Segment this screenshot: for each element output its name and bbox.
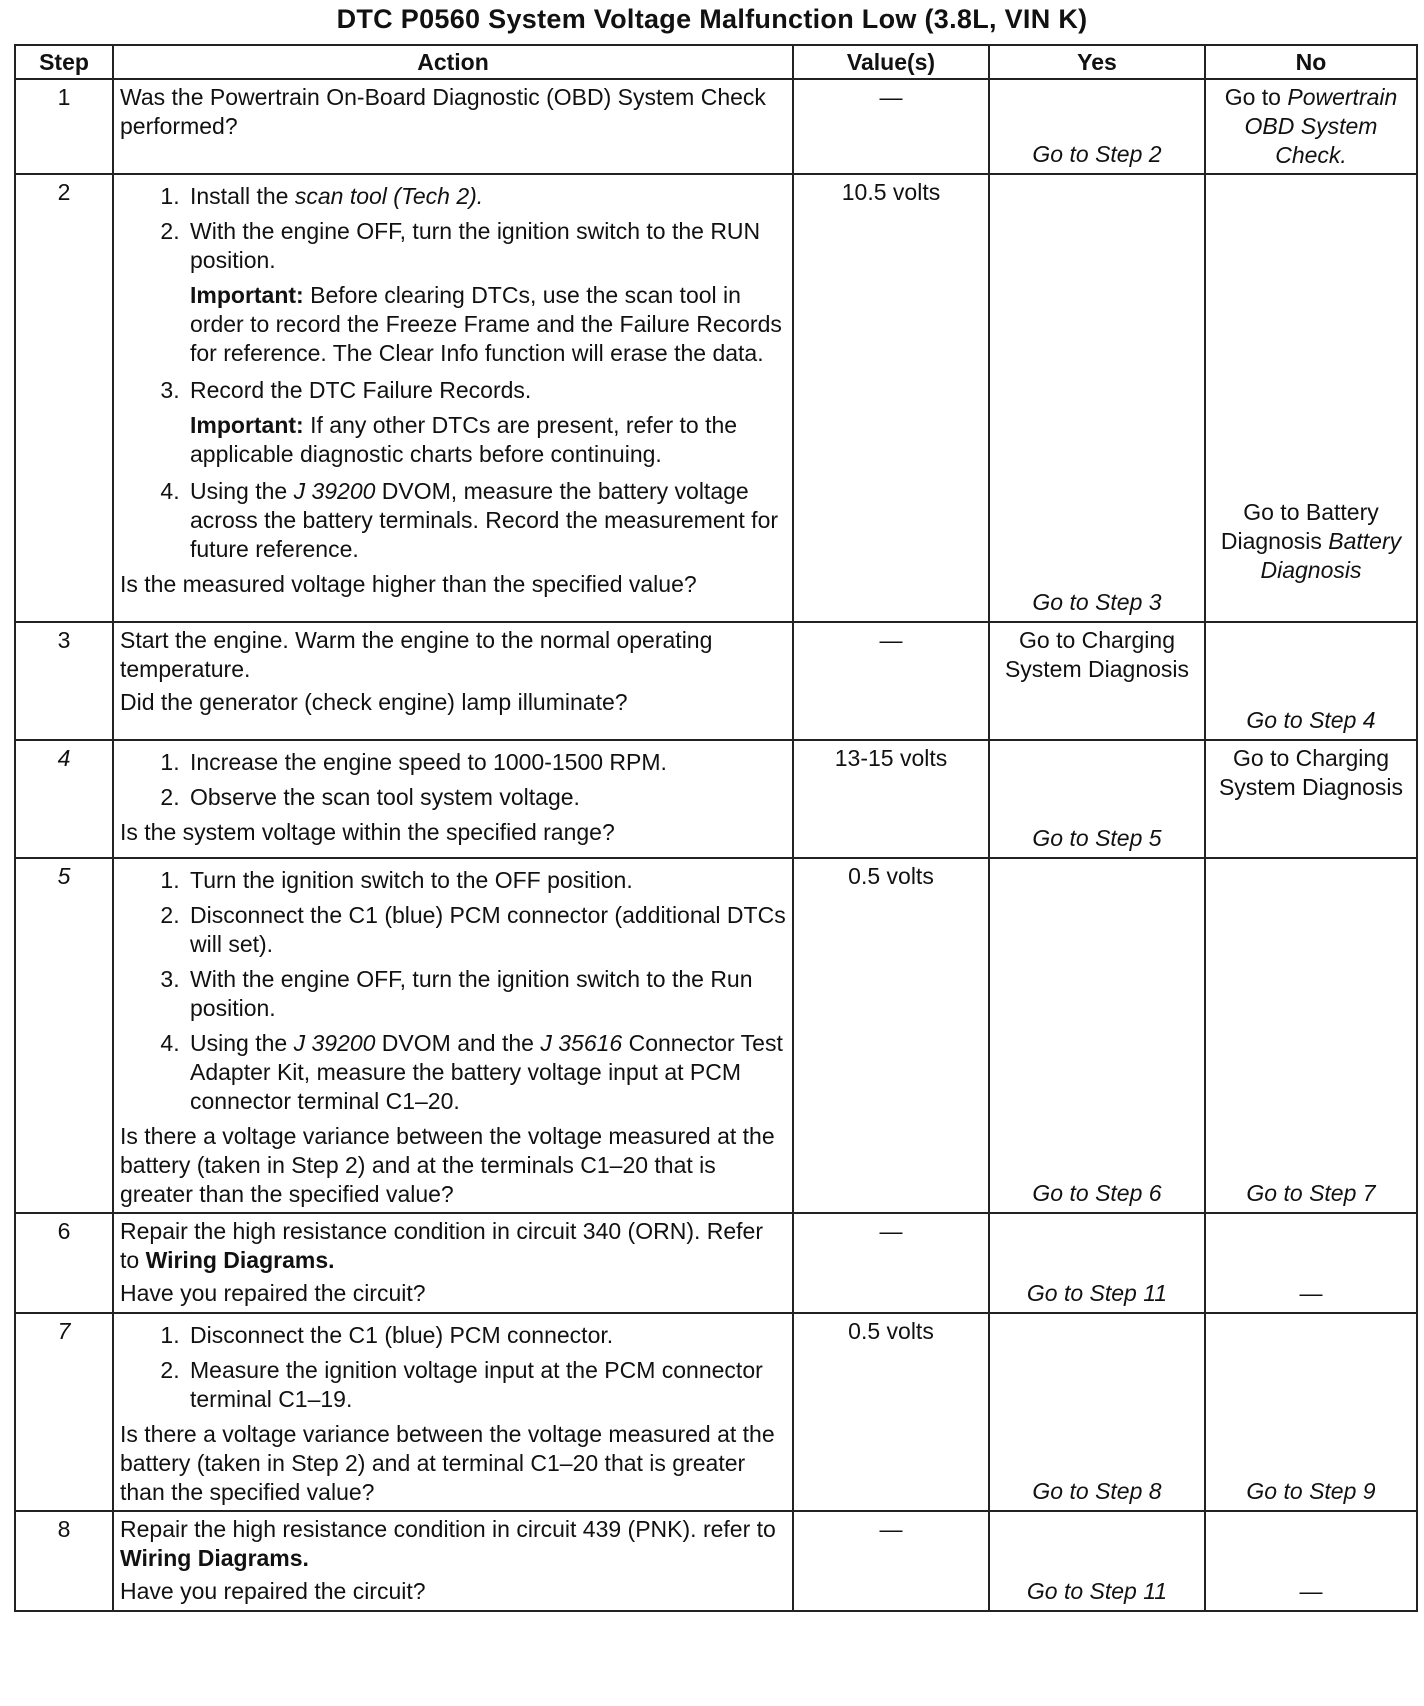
no-cell (1205, 1313, 1417, 1511)
no-cell (1205, 1213, 1417, 1313)
action-cell (113, 622, 793, 740)
step-number: 3 (15, 622, 113, 740)
no-link[interactable] (1206, 498, 1416, 585)
no-prefix: Go to (1224, 84, 1288, 110)
header-no: No (1205, 45, 1417, 79)
value-cell: — (793, 79, 989, 174)
action-text: Start the engine. Warm the engine to the normal operating temperature. (120, 627, 713, 682)
important-text: If any other DTCs are present, refer to the applicable diagnostic charts before continuing. (190, 412, 738, 467)
page-title: DTC P0560 System Voltage Malfunction Low (3.8L, VIN K) (336, 4, 1088, 34)
no-cell (1205, 740, 1417, 858)
action-list-item (186, 477, 786, 564)
li-italic: scan tool (Tech 2). (294, 183, 484, 209)
action-list-item: 1. Disconnect the C1 (blue) PCM connector. (186, 1321, 786, 1350)
header-values: Value(s) (793, 45, 989, 79)
action-question: Have you repaired the circuit? (120, 1280, 426, 1306)
action-list-item: 2. Measure the ignition voltage input at the PCM connector terminal C1–19. (186, 1356, 786, 1414)
action-question: Is the system voltage within the specified range? (120, 819, 615, 845)
action-list-item (186, 217, 786, 368)
action-text (120, 1217, 786, 1275)
no-link[interactable] (1225, 84, 1398, 168)
action-question: Did the generator (check engine) lamp illuminate? (120, 689, 628, 715)
step-number: 2 (15, 174, 113, 622)
action-list-item: 2. Observe the scan tool system voltage. (186, 783, 786, 812)
action-list-item: 1. Turn the ignition switch to the OFF position. (186, 866, 786, 895)
step-number: 1 (15, 79, 113, 174)
no-dash: — (1299, 1280, 1323, 1306)
no-cell (1205, 858, 1417, 1213)
action-list-item (186, 376, 786, 469)
action-list-item (186, 1029, 786, 1116)
yes-link[interactable]: Go to Step 11 (1026, 1578, 1168, 1604)
value-cell: 13-15 volts (793, 740, 989, 858)
header-step: Step (15, 45, 113, 79)
action-list-item: 2. Disconnect the C1 (blue) PCM connector (additional DTCs will set). (186, 901, 786, 959)
li-text: Connector Test Adapter Kit, measure the battery voltage input at PCM connector terminal C1–20. (190, 1030, 783, 1114)
no-prefix: Go to Battery Diagnosis (1220, 499, 1379, 554)
li-italic: J 35616 (540, 1030, 623, 1056)
value-cell: — (793, 622, 989, 740)
yes-link[interactable]: Go to Charging System Diagnosis (1004, 627, 1190, 682)
table-row (15, 1313, 1417, 1511)
action-cell (113, 858, 793, 1213)
action-list-item: 3. With the engine OFF, turn the ignition switch to the Run position. (186, 965, 786, 1023)
table-row (15, 858, 1417, 1213)
table-header-row (15, 45, 1417, 79)
important-label: Important: (190, 282, 304, 308)
yes-link[interactable]: Go to Step 5 (1032, 825, 1162, 851)
table-row (15, 622, 1417, 740)
yes-link[interactable]: Go to Step 11 (1026, 1280, 1168, 1306)
no-cell (1205, 79, 1417, 174)
yes-cell (989, 1511, 1205, 1611)
action-question: Is the measured voltage higher than the specified value? (120, 571, 697, 597)
table-row (15, 174, 1417, 622)
yes-cell (989, 1313, 1205, 1511)
li-text: With the engine OFF, turn the ignition switch to the RUN position. (190, 218, 761, 273)
table-row (15, 740, 1417, 858)
important-note (190, 411, 786, 469)
value-cell: 0.5 volts (793, 1313, 989, 1511)
action-list-item: 1. Increase the engine speed to 1000-1500 RPM. (186, 748, 786, 777)
no-cell (1205, 622, 1417, 740)
no-italic: Powertrain OBD System Check. (1244, 84, 1398, 168)
no-link[interactable]: Go to Charging System Diagnosis (1218, 745, 1404, 800)
li-text: Install the (190, 183, 295, 209)
li-text: Using the (190, 1030, 294, 1056)
value-cell: 10.5 volts (793, 174, 989, 622)
li-italic: J 39200 (293, 478, 376, 504)
yes-link[interactable]: Go to Step 3 (1032, 589, 1162, 615)
li-text: DVOM and the (375, 1030, 541, 1056)
important-label: Important: (190, 412, 304, 438)
yes-link[interactable]: Go to Step 6 (1032, 1180, 1162, 1206)
yes-cell (989, 79, 1205, 174)
no-italic: Battery Diagnosis (1260, 528, 1402, 583)
step-number: 4 (15, 740, 113, 858)
yes-cell (989, 1213, 1205, 1313)
header-yes: Yes (989, 45, 1205, 79)
action-cell (113, 174, 793, 622)
yes-cell (989, 622, 1205, 740)
yes-link[interactable]: Go to Step 2 (1032, 141, 1162, 167)
no-link[interactable]: Go to Step 7 (1246, 1180, 1376, 1206)
step-number: 6 (15, 1213, 113, 1313)
value-cell: 0.5 volts (793, 858, 989, 1213)
li-text: Using the (190, 478, 294, 504)
wiring-diagrams-link[interactable]: Wiring Diagrams. (145, 1247, 335, 1273)
important-note (190, 281, 786, 368)
step-number: 8 (15, 1511, 113, 1611)
action-text-part: Repair the high resistance condition in circuit 439 (PNK). refer to (120, 1516, 776, 1542)
table-row (15, 1213, 1417, 1313)
li-text: Record the DTC Failure Records. (190, 377, 532, 403)
yes-cell (989, 740, 1205, 858)
li-text: DVOM, measure the battery voltage across the battery terminals. Record the measurement for future reference. (190, 478, 779, 562)
value-cell: — (793, 1511, 989, 1611)
action-cell (113, 740, 793, 858)
action-cell (113, 1511, 793, 1611)
li-italic: J 39200 (293, 1030, 376, 1056)
value-cell: — (793, 1213, 989, 1313)
step-number: 5 (15, 858, 113, 1213)
no-dash: — (1299, 1578, 1323, 1604)
table-row (15, 79, 1417, 174)
step-number: 7 (15, 1313, 113, 1511)
action-cell (113, 79, 793, 174)
no-cell (1205, 174, 1417, 622)
action-list-item (186, 182, 786, 211)
yes-link[interactable]: Go to Step 8 (1032, 1478, 1162, 1504)
action-text-part: Repair the high resistance condition in circuit 340 (ORN). Refer to (120, 1218, 764, 1273)
action-cell (113, 1213, 793, 1313)
no-link[interactable]: Go to Step 9 (1246, 1478, 1376, 1504)
header-action: Action (113, 45, 793, 79)
wiring-diagrams-link[interactable]: Wiring Diagrams. (120, 1545, 309, 1571)
yes-cell (989, 858, 1205, 1213)
table-row (15, 1511, 1417, 1611)
action-question: Have you repaired the circuit? (120, 1578, 426, 1604)
action-text (120, 1515, 786, 1573)
yes-cell (989, 174, 1205, 622)
important-text: Before clearing DTCs, use the scan tool in order to record the Freeze Frame and the Failure Records for reference. The Clear Info function will erase the data. (190, 282, 782, 366)
action-question: Is there a voltage variance between the voltage measured at the battery (taken in Step 2) and at the terminals C1–20 that is greater than the specified value? (120, 1123, 775, 1207)
action-cell (113, 1313, 793, 1511)
no-cell (1205, 1511, 1417, 1611)
action-question: Is there a voltage variance between the voltage measured at the battery (taken in Step 2) and at terminal C1–20 that is greater than the specified value? (120, 1421, 775, 1505)
no-link[interactable]: Go to Step 4 (1246, 707, 1376, 733)
diagnostic-table (14, 44, 1418, 1612)
action-text: Was the Powertrain On-Board Diagnostic (OBD) System Check performed? (120, 84, 766, 139)
